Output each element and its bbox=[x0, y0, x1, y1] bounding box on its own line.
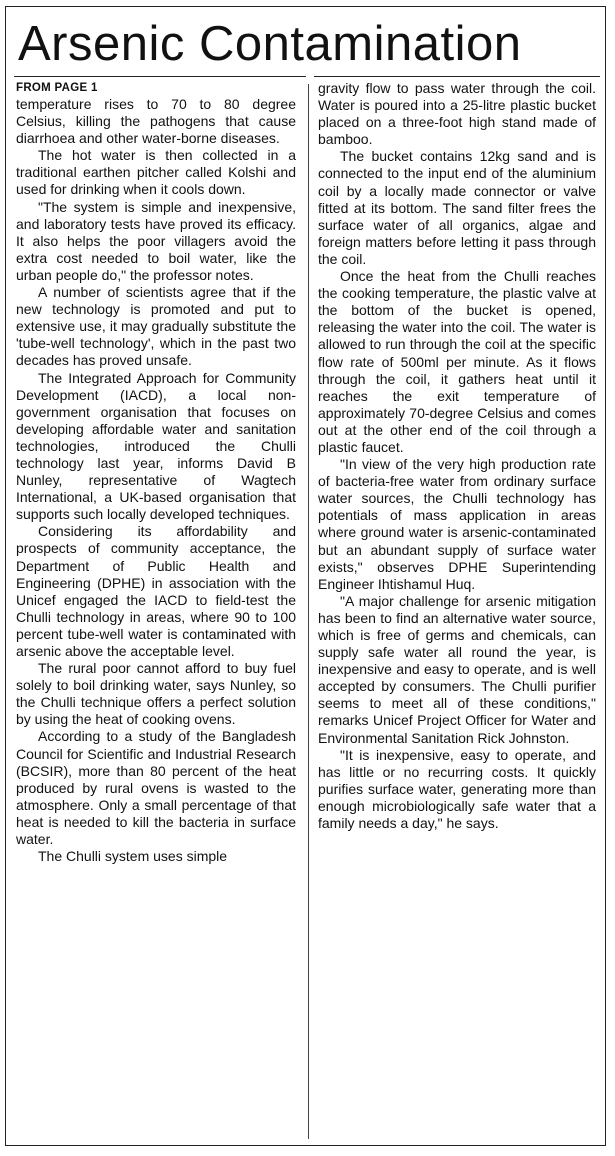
paragraph: According to a study of the Bangladesh Council for Scientific and Industrial Research (BCSIR), more than 80 percent of the heat produced by rural ovens is wasted to the atmosphere. Only a small percentage of that heat is needed to kill the bacteria in surface water. bbox=[16, 728, 296, 848]
paragraph: The rural poor cannot afford to buy fuel solely to boil drinking water, says Nunley, so the Chulli technique offers a perfect solution by using the heat of cooking ovens. bbox=[16, 660, 296, 728]
article-column-left bbox=[16, 80, 296, 865]
paragraph: A number of scientists agree that if the new technology is promoted and put to extensive use, it may gradually substitute the 'tube-well technology', which in the past two decades has proved unsafe. bbox=[16, 284, 296, 369]
paragraph: The Chulli system uses simple bbox=[38, 848, 228, 865]
continuation-kicker: FROM PAGE 1 bbox=[16, 82, 98, 94]
paragraph: temperature rises to 70 to 80 degree Celsius, killing the pathogens that cause diarrhoea and other water-borne diseases. bbox=[16, 96, 296, 147]
column-divider bbox=[308, 84, 309, 1139]
paragraph: Once the heat from the Chulli reaches the cooking temperature, the plastic valve at the bottom of the bucket is opened, releasing the water into the coil. The water is allowed to run through the coil at the specific flow rate of 500ml per minute. As it flows through the coil, it gathers heat until it reaches the exit temperature of approximately 70-degree Celsius and comes out at the other end of the coil through a plastic faucet. bbox=[318, 268, 596, 455]
paragraph: The hot water is then collected in a traditional earthen pitcher called Kolshi and used for drinking when it cools down. bbox=[16, 147, 296, 198]
paragraph: "In view of the very high production rate of bacteria-free water from ordinary surface water sources, the Chulli technology has potentials of mass application in areas where ground water is arsenic-contaminated but an abundant supply of surface water exists," observes DPHE Superintending Engineer Ihtishamul Huq. bbox=[318, 456, 596, 592]
article-column-right bbox=[318, 80, 596, 832]
paragraph: "It is inexpensive, easy to operate, and has little or no recurring costs. It quickly purifies surface water, generating more than enough microbiologically safe water that a family needs a day," he says. bbox=[318, 746, 596, 832]
paragraph: gravity flow to pass water through the coil. Water is poured into a 25-litre plastic bucket placed on a three-foot high stand made of bamboo. bbox=[318, 80, 596, 148]
paragraph: The Integrated Approach for Community Development (IACD), a local non-government organisation that focuses on developing affordable water and sanitation technologies, introduced the Chulli technology last year, informs David B Nunley, representative of Wagtech International, a UK-based organisation that supports such locally developed techniques. bbox=[16, 369, 296, 523]
paragraph: "The system is simple and inexpensive, and laboratory tests have proved its efficacy. It also helps the poor villagers avoid the extra cost needed to boil water, like the urban people do," the professor notes. bbox=[16, 198, 296, 283]
article-headline: Arsenic Contamination bbox=[18, 17, 522, 71]
paragraph: The bucket contains 12kg sand and is connected to the input end of the aluminium coil by a locally made connector or valve fitted at its bottom. The sand filter frees the surface water of all organics, algae and foreign matters before letting it pass through the coil. bbox=[318, 148, 596, 267]
paragraph: Considering its affordability and prospects of community acceptance, the Department of Public Health and Engineering (DPHE) in association with the Unicef engaged the IACD to field-test the Chulli technology in areas, where 90 to 100 percent tube-well water is contaminated with arsenic above the acceptable level. bbox=[16, 523, 296, 659]
paragraph: "A major challenge for arsenic mitigation has been to find an alternative water source, which is free of germs and chemicals, can supply safe water all round the year, is inexpensive and easy to operate, and is well accepted by consumers. The Chulli purifier seems to meet all of these conditions," remarks Unicef Project Officer for Water and Environmental Sanitation Rick Johnston. bbox=[318, 592, 596, 746]
headline-rule-right bbox=[314, 76, 600, 77]
headline-rule-left bbox=[14, 76, 306, 77]
